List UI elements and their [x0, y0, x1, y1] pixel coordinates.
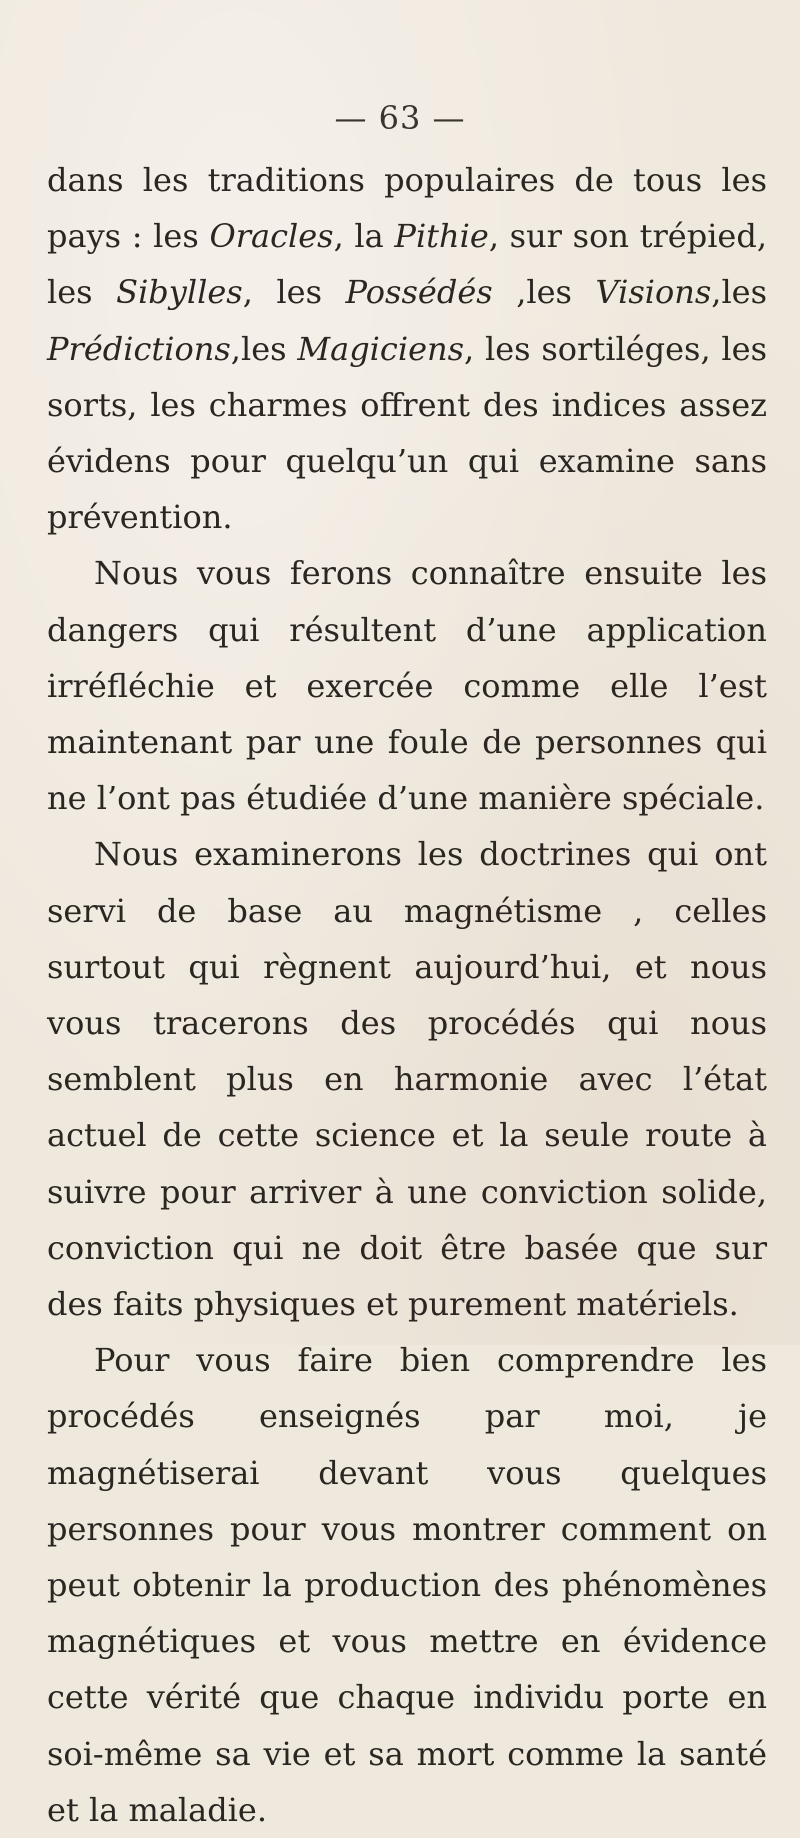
- term-sibylles: Sibylles: [116, 273, 243, 312]
- term-pithie: Pithie: [394, 217, 489, 256]
- term-oracles: Oracles: [209, 217, 334, 256]
- paragraph-4: [47, 1332, 767, 1838]
- page-number: — 63 —: [334, 99, 466, 137]
- paragraph-1-part-11: ,les: [711, 273, 768, 312]
- paragraph-1-part-9: ,les: [492, 273, 596, 312]
- paragraph-2: [47, 545, 767, 826]
- term-predictions: Prédictions: [47, 329, 231, 368]
- paragraph-1-part-13: ,les: [230, 329, 298, 368]
- paragraph-1-part-15: , les sortiléges, les sorts, les charmes offrent des indices assez évidens pour quelqu’un qui examine sans prévention.: [47, 329, 767, 537]
- paragraph-1: [47, 152, 767, 545]
- paragraph-3-text: Nous examinerons les doctrines qui ont servi de base au magnétisme , celles surtout qui règnent aujourd’hui, et nous vous tracerons des procédés qui nous semblent plus en harmonie avec l’état actuel de cette science et la seule route à suivre pour arriver à une conviction solide, conviction qui ne doit être basée que sur des faits physiques et purement matériels.: [47, 835, 767, 1324]
- paragraph-2-text: Nous vous ferons connaître ensuite les dangers qui résultent d’une application irréfléchie et exercée comme elle l’est maintenant par une foule de personnes qui ne l’ont pas étudiée d’une manière spéciale.: [47, 554, 767, 818]
- paragraph-1-part-5: , sur son trépied, les: [47, 217, 768, 312]
- term-magiciens: Magiciens: [297, 329, 465, 368]
- body-text: [47, 152, 767, 1838]
- paragraph-4-text: Pour vous faire bien comprendre les procédés enseignés par moi, je magnétiserai devant vous quelques personnes pour vous montrer comment on peut obtenir la production des phénomènes magnétiques et vous mettre en évidence cette vérité que chaque individu porte en soi-même sa vie et sa mort comme la santé et la maladie.: [47, 1341, 767, 1829]
- term-possedes: Possédés: [345, 273, 493, 312]
- paragraph-1-part-7: , les: [242, 273, 346, 312]
- term-visions: Visions: [595, 273, 712, 312]
- paragraph-3: [47, 826, 767, 1332]
- paragraph-1-part-3: , la: [333, 217, 395, 256]
- paragraph-1-part-1: dans les traditions populaires de tous les pays : les: [47, 161, 767, 256]
